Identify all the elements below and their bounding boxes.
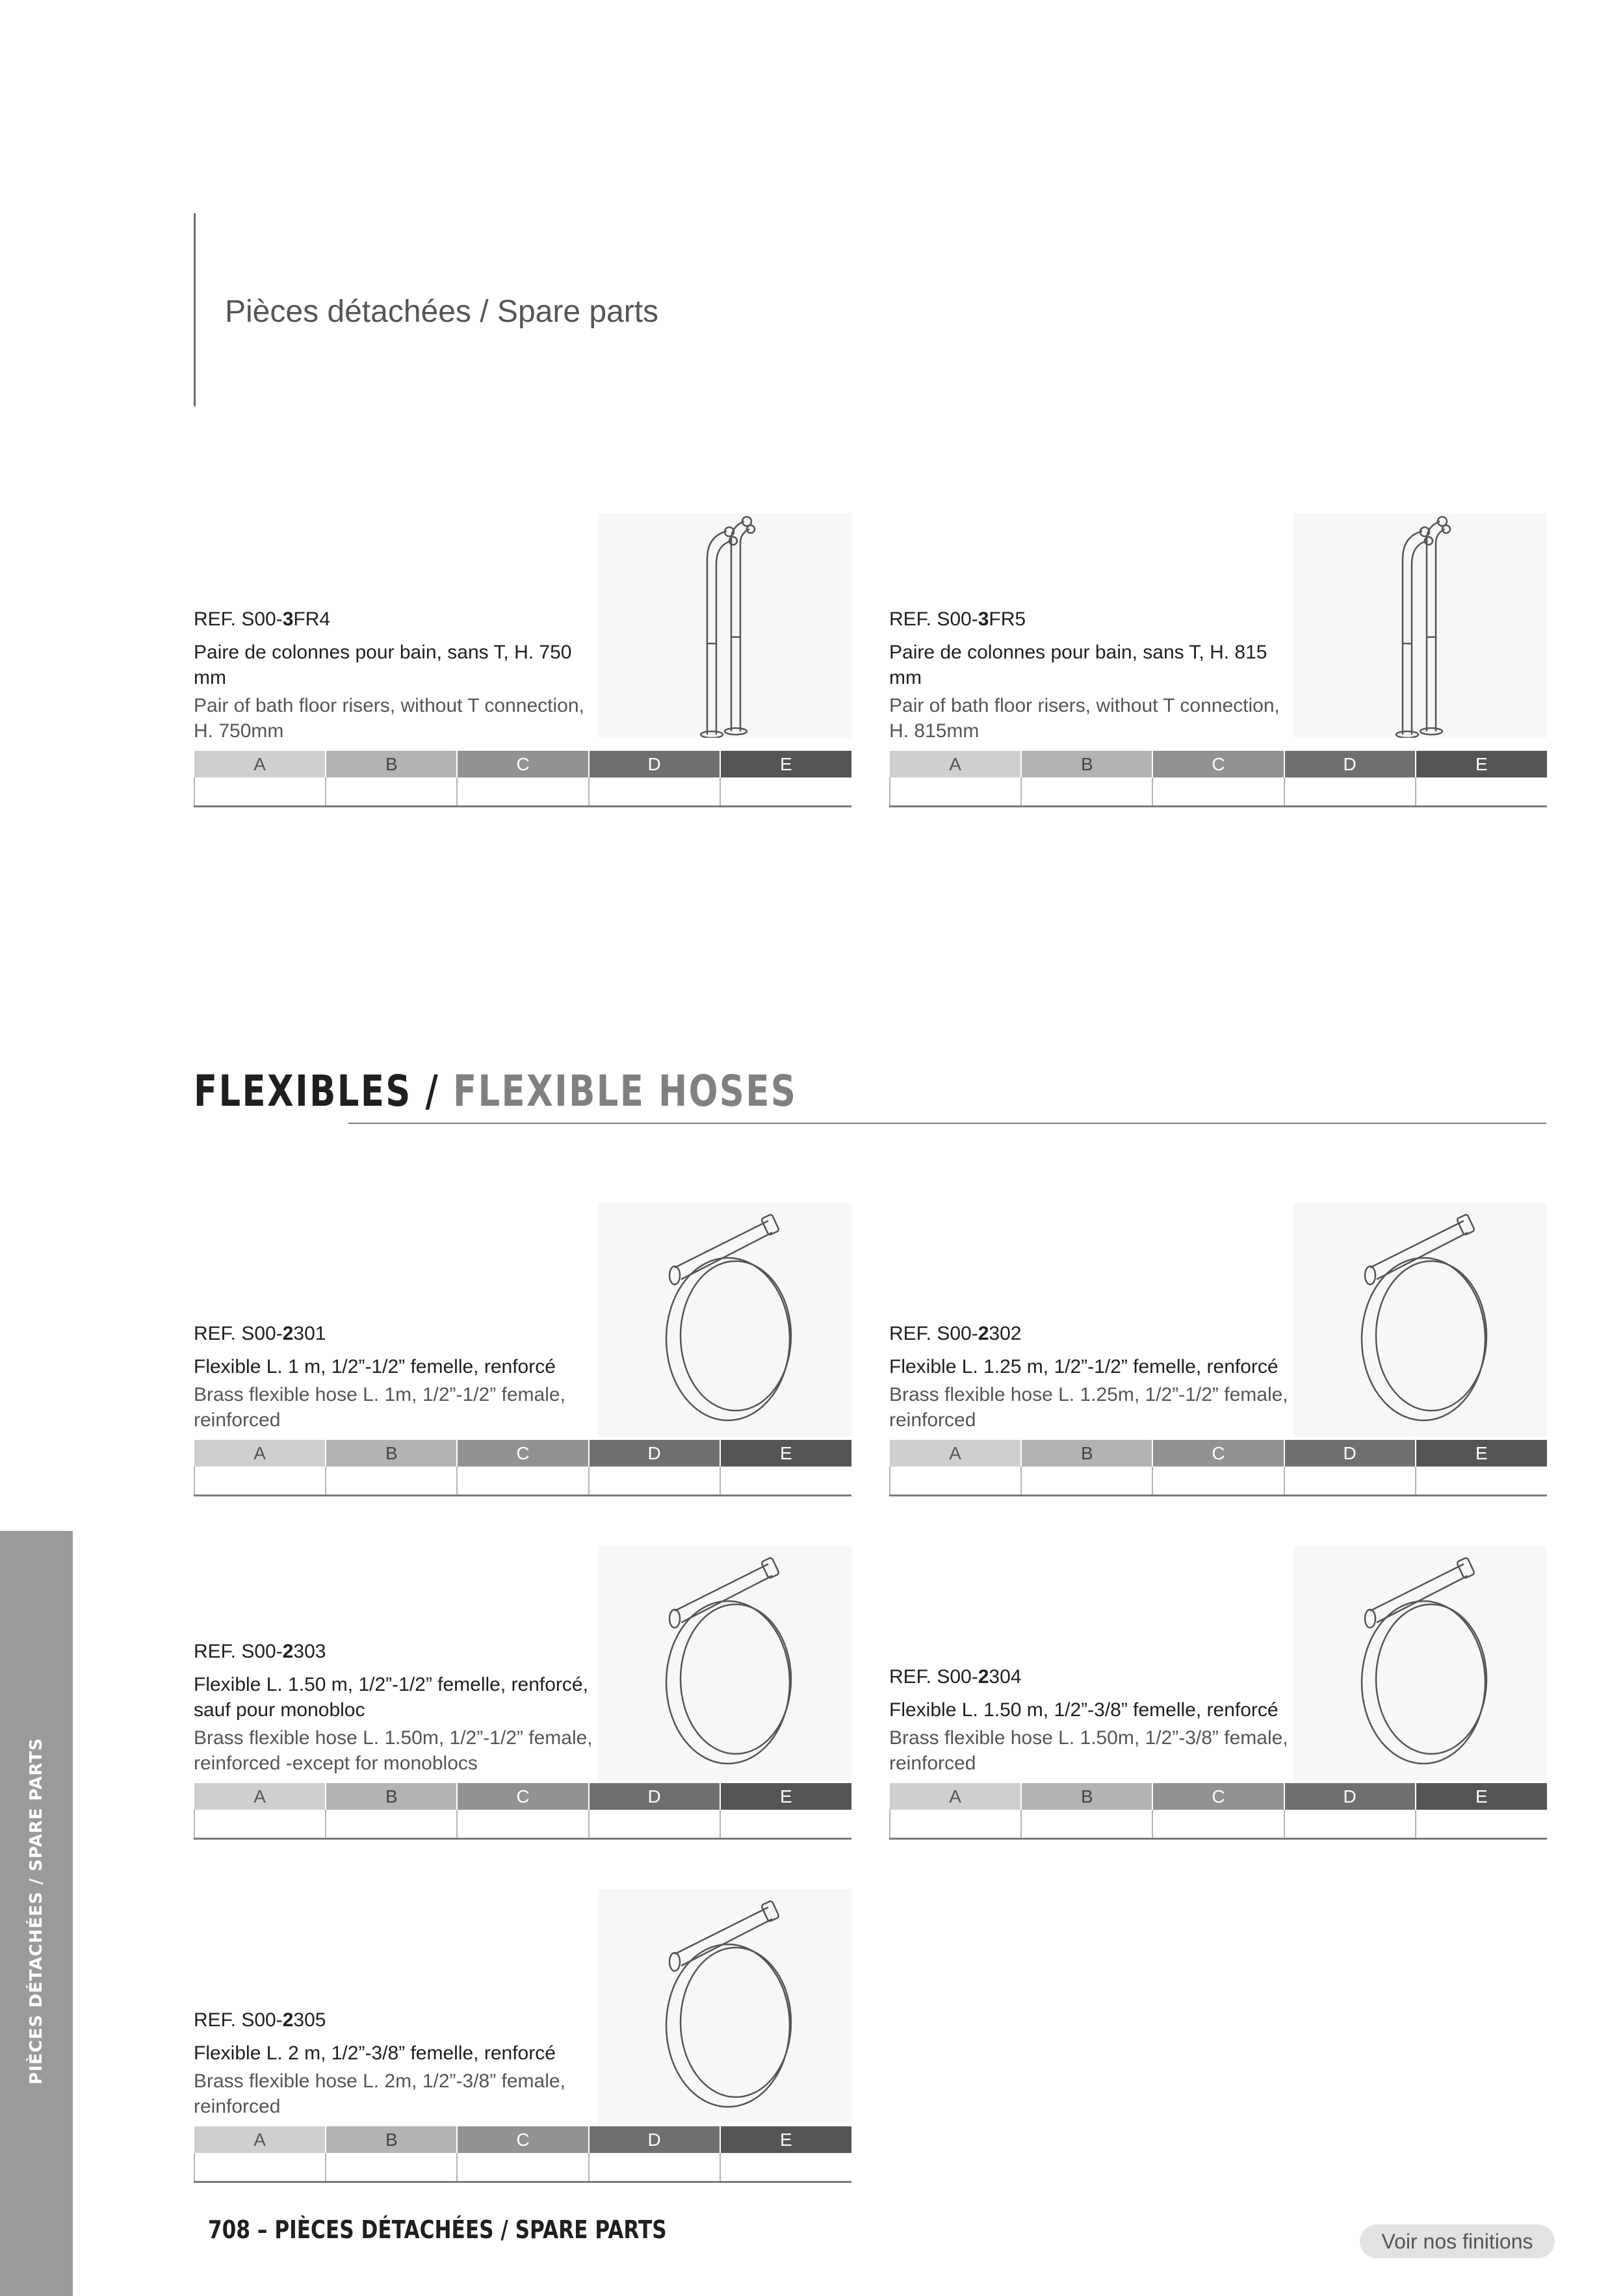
finish-header: A (890, 751, 1021, 777)
finish-header: A (890, 1783, 1021, 1810)
product-image (598, 1889, 851, 2123)
finish-header: E (1416, 1783, 1547, 1810)
finish-cell (1284, 777, 1416, 807)
ref-prefix: REF. S00- (889, 1323, 978, 1344)
ref-bold: 3 (282, 608, 294, 630)
flexible-hose-illustration (1293, 1203, 1547, 1437)
product-description-fr: Paire de colonnes pour bain, sans T, H. 815 mm (889, 642, 1267, 688)
finish-cell (326, 1810, 457, 1839)
finish-header: D (1284, 751, 1416, 777)
flexible-hose-illustration (598, 1203, 851, 1437)
flexible-hose-illustration (1293, 1546, 1547, 1780)
product-ref (889, 1323, 1292, 1345)
product-description-en: Pair of bath floor risers, without T connection, H. 750mm (194, 695, 584, 742)
finish-cell (457, 2153, 588, 2182)
ref-prefix: REF. S00- (194, 1641, 283, 1662)
finish-header: B (1021, 751, 1152, 777)
finish-cell (1416, 1467, 1547, 1496)
finish-header: D (589, 751, 720, 777)
section-title-en: FLEXIBLE HOSES (452, 1066, 798, 1116)
finish-table (194, 751, 851, 807)
ref-suffix: 301 (293, 1323, 326, 1344)
product-card (194, 1546, 851, 1840)
finish-header: E (720, 1440, 851, 1467)
product-text (889, 1323, 1292, 1433)
product-description-en: Brass flexible hose L. 1.25m, 1/2”-1/2” female, reinforced (889, 1384, 1288, 1431)
ref-suffix: 304 (989, 1666, 1022, 1688)
floor-risers-illustration (1293, 514, 1547, 738)
product-card (194, 1889, 851, 2183)
finish-cell (1416, 1810, 1547, 1839)
ref-prefix: REF. S00- (889, 608, 978, 630)
ref-bold: 3 (978, 608, 989, 630)
finish-cell (1284, 1810, 1416, 1839)
finish-cell (194, 2153, 326, 2182)
page-footer: 708 – PIÈCES DÉTACHÉES / SPARE PARTS (208, 2215, 667, 2244)
finish-cell (457, 1810, 588, 1839)
header-rule (194, 213, 196, 406)
product-image (1293, 1203, 1547, 1437)
finish-header: E (1416, 751, 1547, 777)
product-description-en: Brass flexible hose L. 1.50m, 1/2”-1/2” female, reinforced -except for monoblocs (194, 1727, 593, 1774)
finish-table (194, 1440, 851, 1496)
product-description-fr: Paire de colonnes pour bain, sans T, H. 750 mm (194, 642, 572, 688)
finish-header: D (1284, 1440, 1416, 1467)
product-text (889, 608, 1292, 744)
product-ref (194, 1641, 597, 1663)
finish-table (889, 751, 1547, 807)
finish-header: C (1152, 1783, 1284, 1810)
ref-suffix: 303 (293, 1641, 326, 1662)
ref-bold: 2 (978, 1323, 989, 1344)
ref-prefix: REF. S00- (889, 1666, 978, 1688)
finish-table (889, 1440, 1547, 1496)
finish-cell (890, 777, 1021, 807)
finish-table (889, 1783, 1547, 1840)
finish-header: A (194, 751, 326, 777)
product-image (1293, 514, 1547, 738)
ref-bold: 2 (282, 1641, 294, 1662)
finish-header: A (194, 1440, 326, 1467)
finish-cell (326, 1467, 457, 1496)
product-text (889, 1666, 1292, 1776)
product-image (598, 1546, 851, 1780)
product-image (598, 1203, 851, 1437)
product-description-fr: Flexible L. 1.25 m, 1/2”-1/2” femelle, renforcé (889, 1356, 1279, 1377)
finish-header: C (457, 751, 588, 777)
finish-header: A (194, 1783, 326, 1810)
ref-prefix: REF. S00- (194, 2009, 283, 2031)
ref-prefix: REF. S00- (194, 608, 283, 630)
finish-header: B (326, 1440, 457, 1467)
finish-header: C (457, 2126, 588, 2153)
product-text (194, 1323, 597, 1433)
finish-header: E (720, 751, 851, 777)
finish-table (194, 1783, 851, 1840)
finish-cell (890, 1467, 1021, 1496)
product-description-en: Brass flexible hose L. 1.50m, 1/2”-3/8” female, reinforced (889, 1727, 1288, 1774)
section-title (194, 1066, 797, 1116)
product-description-en: Pair of bath floor risers, without T connection, H. 815mm (889, 695, 1280, 742)
finish-header: B (326, 2126, 457, 2153)
product-ref (889, 1666, 1292, 1688)
finish-cell (1021, 1810, 1152, 1839)
product-description-fr: Flexible L. 2 m, 1/2”-3/8” femelle, renforcé (194, 2042, 556, 2064)
finish-cell (589, 2153, 720, 2182)
finish-header: D (589, 2126, 720, 2153)
product-description-en: Brass flexible hose L. 2m, 1/2”-3/8” female, reinforced (194, 2070, 565, 2117)
finish-header: B (326, 1783, 457, 1810)
finish-header: C (457, 1440, 588, 1467)
product-card (889, 1546, 1547, 1840)
finish-cell (890, 1810, 1021, 1839)
section-title-fr: FLEXIBLES (194, 1066, 412, 1116)
finish-cell (589, 1810, 720, 1839)
finish-header: D (1284, 1783, 1416, 1810)
ref-suffix: 305 (293, 2009, 326, 2031)
finish-header: E (720, 2126, 851, 2153)
section-rule (348, 1123, 1546, 1124)
finish-header: C (1152, 751, 1284, 777)
ref-suffix: FR4 (293, 608, 331, 630)
product-ref (194, 608, 597, 631)
product-description-en: Brass flexible hose L. 1m, 1/2”-1/2” female, reinforced (194, 1384, 565, 1431)
finish-header: E (720, 1783, 851, 1810)
finish-cell (194, 1810, 326, 1839)
product-description-fr: Flexible L. 1.50 m, 1/2”-1/2” femelle, renforcé, sauf pour monobloc (194, 1674, 588, 1721)
product-ref (889, 608, 1292, 631)
product-image (1293, 1546, 1547, 1780)
page-title: Pièces détachées / Spare parts (225, 294, 659, 329)
finish-cell (1152, 777, 1284, 807)
finish-cell (589, 777, 720, 807)
finish-cell (720, 2153, 851, 2182)
finish-cell (1284, 1467, 1416, 1496)
ref-bold: 2 (282, 2009, 294, 2031)
finish-cell (326, 777, 457, 807)
finish-cell (194, 777, 326, 807)
finish-cell (1152, 1810, 1284, 1839)
ref-suffix: FR5 (989, 608, 1026, 630)
product-description-fr: Flexible L. 1 m, 1/2”-1/2” femelle, renforcé (194, 1356, 556, 1377)
finish-header: B (326, 751, 457, 777)
finish-header: B (1021, 1440, 1152, 1467)
finish-header: C (1152, 1440, 1284, 1467)
flexible-hose-illustration (598, 1546, 851, 1780)
finish-cell (720, 1810, 851, 1839)
product-ref (194, 1323, 597, 1345)
product-text (194, 608, 597, 744)
finish-header: B (1021, 1783, 1152, 1810)
product-description-fr: Flexible L. 1.50 m, 1/2”-3/8” femelle, renforcé (889, 1699, 1279, 1721)
finish-cell (1021, 777, 1152, 807)
finish-cell (720, 1467, 851, 1496)
see-finishes-button[interactable]: Voir nos finitions (1360, 2224, 1555, 2258)
product-card (194, 514, 851, 807)
product-card (889, 1203, 1547, 1496)
product-card (194, 1203, 851, 1496)
finish-cell (194, 1467, 326, 1496)
finish-header: C (457, 1783, 588, 1810)
finish-header: E (1416, 1440, 1547, 1467)
finish-cell (1021, 1467, 1152, 1496)
finish-cell (326, 2153, 457, 2182)
finish-cell (1152, 1467, 1284, 1496)
product-image (598, 514, 851, 738)
product-ref (194, 2009, 597, 2031)
ref-bold: 2 (282, 1323, 294, 1344)
ref-suffix: 302 (989, 1323, 1022, 1344)
flexible-hose-illustration (598, 1889, 851, 2123)
section-title-separator: / (411, 1066, 453, 1116)
finish-cell (720, 777, 851, 807)
product-text (194, 2009, 597, 2119)
finish-header: A (194, 2126, 326, 2153)
floor-risers-illustration (598, 514, 851, 738)
ref-bold: 2 (978, 1666, 989, 1688)
finish-cell (457, 777, 588, 807)
finish-cell (1416, 777, 1547, 807)
finish-table (194, 2126, 851, 2183)
finish-header: D (589, 1783, 720, 1810)
finish-cell (457, 1467, 588, 1496)
product-text (194, 1641, 597, 1776)
finish-header: D (589, 1440, 720, 1467)
finish-header: A (890, 1440, 1021, 1467)
ref-prefix: REF. S00- (194, 1323, 283, 1344)
finish-cell (589, 1467, 720, 1496)
side-tab-label: PIÈCES DÉTACHÉES / SPARE PARTS (27, 1738, 46, 2085)
product-card (889, 514, 1547, 807)
